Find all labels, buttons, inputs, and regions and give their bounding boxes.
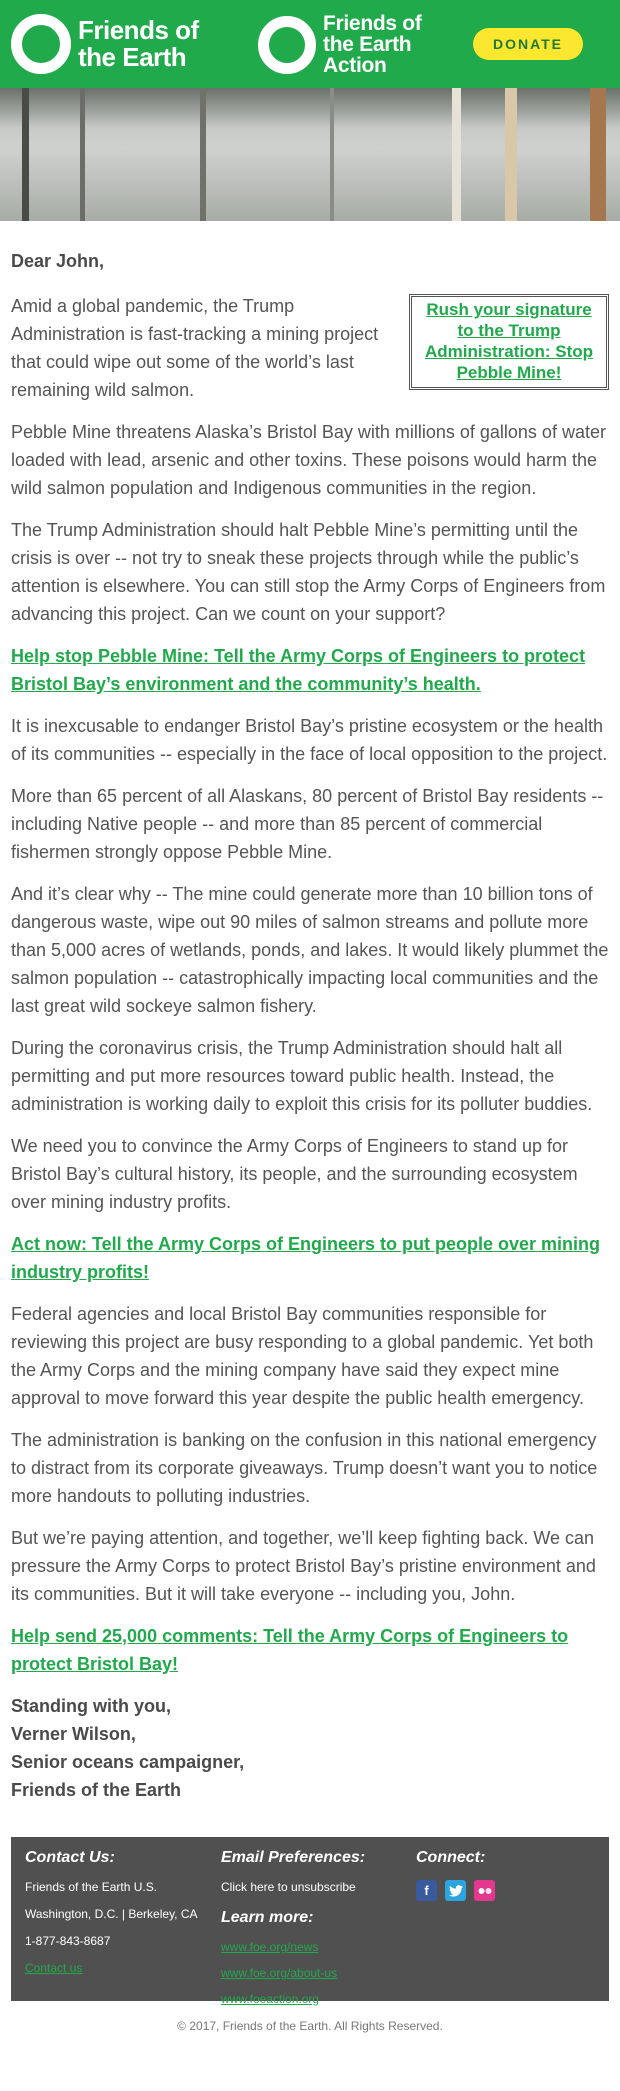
contact-heading: Contact Us:: [25, 1849, 115, 1866]
intro-paragraph: Amid a global pandemic, the Trump Administration is fast-tracking a mining project that could wipe out some of the world’s last remaining wild salmon.: [11, 296, 379, 400]
signoff-line: Standing with you,: [11, 1696, 171, 1716]
connect-column: [416, 1848, 566, 1901]
signoff: [11, 1692, 609, 1804]
footer: [11, 1837, 609, 2006]
signature-callout-box: [409, 294, 609, 390]
preferences-column: [221, 1848, 391, 2007]
paragraph: More than 65 percent of all Alaskans, 80 percent of Bristol Bay residents -- including Native people -- and more than 85 percent of commercial fishermen strongly oppose Pebble Mine.: [11, 786, 604, 862]
earth-ring-icon: [11, 14, 71, 74]
twitter-icon[interactable]: [445, 1880, 466, 1901]
tree-trunk: [452, 88, 461, 221]
header: [0, 0, 620, 88]
paragraph: The administration is banking on the confusion in this national emergency to distract from its corporate giveaways. Trump doesn’t want you to notice more handouts to polluting industries.: [11, 1430, 598, 1506]
org-name: Friends of the Earth U.S.: [25, 1880, 158, 1894]
flickr-dots-glyph: [478, 1887, 492, 1895]
tree-trunk: [200, 88, 206, 221]
unsubscribe-link[interactable]: Click here to unsubscribe: [221, 1880, 356, 1894]
logo-text: [323, 13, 422, 76]
act-now-link[interactable]: Act now: Tell the Army Corps of Engineers to put people over mining industry profits!: [11, 1234, 601, 1282]
signoff-line: Senior oceans campaigner,: [11, 1752, 245, 1772]
email-preferences-heading: Email Preferences:: [221, 1849, 366, 1866]
logo-line: the Earth: [323, 33, 412, 56]
logo-line: Friends of: [78, 15, 199, 45]
intro-section: [11, 292, 609, 404]
earth-ring-icon: [258, 16, 316, 74]
connect-heading: Connect:: [416, 1849, 486, 1866]
contact-column: [25, 1848, 205, 1976]
flickr-icon[interactable]: [474, 1880, 495, 1901]
address: Washington, D.C. | Berkeley, CA: [25, 1907, 198, 1921]
friends-of-the-earth-logo[interactable]: [11, 14, 199, 74]
contact-us-link[interactable]: Contact us: [25, 1961, 83, 1975]
learn-more-heading: Learn more:: [221, 1909, 314, 1926]
email-body: [0, 251, 620, 1804]
twitter-bird-glyph: [449, 1885, 463, 1897]
copyright: © 2017, Friends of the Earth. All Rights Reserved.: [177, 2019, 443, 2033]
hero-image: [0, 88, 620, 221]
tree-trunk: [590, 88, 606, 221]
tree-trunk: [22, 88, 29, 221]
tree-trunk: [330, 88, 334, 221]
paragraph: We need you to convince the Army Corps of Engineers to stand up for Bristol Bay’s cultural history, its people, and the surrounding ecosystem over mining industry profits.: [11, 1136, 578, 1212]
paragraph: The Trump Administration should halt Pebble Mine’s permitting until the crisis is over -- not try to sneak these projects through while the public’s attention is elsewhere. You can still stop the Army Corps of Engineers from advancing this project. Can we count on your support?: [11, 520, 606, 624]
friends-of-the-earth-action-logo[interactable]: [258, 13, 422, 76]
about-us-link[interactable]: www.foe.org/about-us: [221, 1966, 338, 1980]
social-links: [416, 1880, 566, 1901]
signoff-line: Verner Wilson,: [11, 1724, 136, 1744]
bottom-spacer: [0, 2034, 620, 2049]
logo-line: Action: [323, 54, 387, 77]
signoff-line: Friends of the Earth: [11, 1780, 182, 1800]
paragraph: It is inexcusable to endanger Bristol Bay’s pristine ecosystem or the health of its communities -- especially in the face of local opposition to the project.: [11, 716, 608, 764]
greeting: Dear John,: [11, 251, 105, 271]
logo-line: Friends of: [323, 12, 422, 35]
foe-action-link[interactable]: www.foeaction.org: [221, 1992, 320, 2006]
news-link[interactable]: www.foe.org/news: [221, 1940, 319, 1954]
paragraph: But we’re paying attention, and together, we’ll keep fighting back. We can pressure the Army Corps to protect Bristol Bay’s pristine environment and its communities. But it will take everyone -- including you, John.: [11, 1528, 596, 1604]
facebook-icon[interactable]: f: [416, 1880, 437, 1901]
tree-trunk: [80, 88, 85, 221]
paragraph: Federal agencies and local Bristol Bay communities responsible for reviewing this project are busy responding to a global pandemic. Yet both the Army Corps and the mining company have said they expect mine approval to move forward this year despite the public health emergency.: [11, 1304, 594, 1408]
paragraph: During the coronavirus crisis, the Trump Administration should halt all permitting and put more resources toward public health. Instead, the administration is working daily to exploit this crisis for its polluter buddies.: [11, 1038, 593, 1114]
phone: 1-877-843-8687: [25, 1934, 111, 1948]
paragraph: Pebble Mine threatens Alaska’s Bristol Bay with millions of gallons of water loaded with lead, arsenic and other toxins. These poisons would harm the wild salmon population and Indigenous communities in the region.: [11, 422, 606, 498]
logo-line: the Earth: [78, 42, 187, 72]
tree-trunk: [505, 88, 517, 221]
hero-canopy: [0, 88, 620, 128]
paragraph: And it’s clear why -- The mine could generate more than 10 billion tons of dangerous waste, wipe out 90 miles of salmon streams and pollute more than 5,000 acres of wetlands, ponds, and lakes. It would likely plummet the salmon population -- catastrophically impacting local communities and the last great wild sockeye salmon fishery.: [11, 884, 609, 1016]
rush-signature-link[interactable]: Rush your signature to the Trump Administration: Stop Pebble Mine!: [424, 300, 594, 382]
donate-button[interactable]: DONATE: [473, 28, 583, 60]
send-comments-link[interactable]: Help send 25,000 comments: Tell the Army Corps of Engineers to protect Bristol Bay!: [11, 1626, 569, 1674]
logo-text: [78, 17, 199, 71]
stop-pebble-mine-link[interactable]: Help stop Pebble Mine: Tell the Army Corps of Engineers to protect Bristol Bay’s environment and the community’s health.: [11, 646, 586, 694]
